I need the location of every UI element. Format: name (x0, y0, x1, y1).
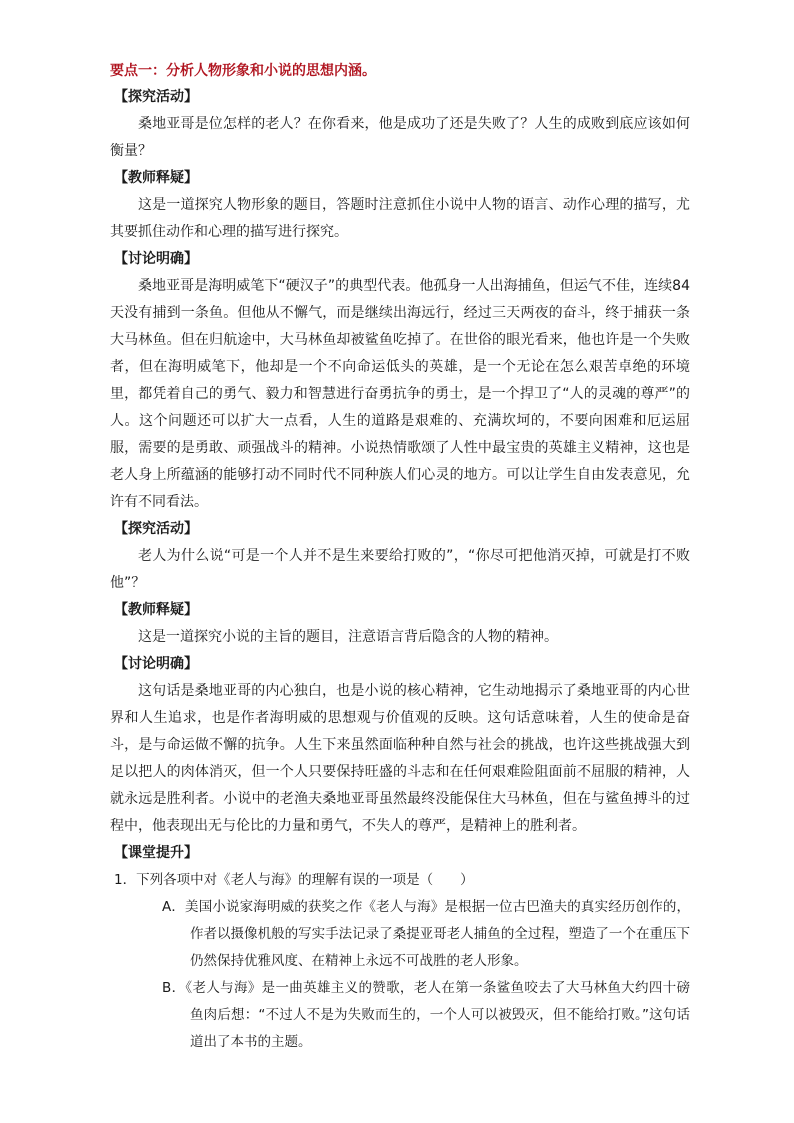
section-text: 桑地亚哥是海明威笔下“硬汉子”的典型代表。他孤身一人出海捕鱼，但运气不佳，连续84天没有捕到一条鱼。但他从不懈气，而是继续出海远行，经过三天两夜的奋斗，终于捕获一条大马林鱼。但在归航途中，大马林鱼却被鲨鱼吃掉了。在世俗的眼光看来，他也许是一个失败者，但在海明威笔下，他却是一个不向命运低头的英雄，是一个无论在怎么艰苦卓绝的环境里，都凭着自己的勇气、毅力和智慧进行奋勇抗争的勇士，是一个捍卫了“人的灵魂的尊严”的人。这个问题还可以扩大一点看，人生的道路是艰难的、充满坎坷的，不要向困难和厄运屈服，需要的是勇敢、顽强战斗的精神。小说热情歌颂了人性中最宝贵的英雄主义精神，这也是老人身上所蕴涵的能够打动不同时代不同种族人们心灵的地方。可以让学生自由发表意见，允许有不同看法。 (110, 278, 690, 510)
document-content (110, 58, 690, 1056)
section-text: 桑地亚哥是位怎样的老人？在你看来，他是成功了还是失败了？人生的成败到底应该如何衡量？ (110, 116, 690, 159)
section-block (110, 165, 690, 246)
practice-block (110, 840, 690, 1056)
section-block (110, 246, 690, 516)
section-text: 这是一道探究小说的主旨的题目，注意语言背后隐含的人物的精神。 (138, 629, 558, 645)
section-block (110, 597, 690, 651)
section-label: 【讨论明确】 (114, 656, 198, 672)
section-block (110, 84, 690, 165)
question-stem: 1．下列各项中对《老人与海》的理解有误的一项是（ ） (114, 872, 474, 888)
option-a: A．美国小说家海明威的获奖之作《老人与海》是根据一位古巴渔夫的真实经历创作的，作者以摄像机般的写实手法记录了桑提亚哥老人捕鱼的全过程，塑造了一个在重压下仍然保持优雅风度、在精神上永远不可战胜的老人形象。 (162, 899, 690, 969)
section-block (110, 651, 690, 840)
section-text: 这句话是桑地亚哥的内心独白，也是小说的核心精神，它生动地揭示了桑地亚哥的内心世界和人生追求，也是作者海明威的思想观与价值观的反映。这句话意味着，人生的使命是奋斗，是与命运做不懈的抗争。人生下来虽然面临种种自然与社会的挑战，也许这些挑战强大到足以把人的肉体消灭，但一个人只要保持旺盛的斗志和在任何艰难险阻面前不屈服的精神，人就永远是胜利者。小说中的老渔夫桑地亚哥虽然最终没能保住大马林鱼，但在与鲨鱼搏斗的过程中，他表现出无与伦比的力量和勇气，不失人的尊严，是精神上的胜利者。 (110, 683, 690, 834)
practice-label: 【课堂提升】 (114, 845, 198, 861)
key-point-heading: 要点一：分析人物形象和小说的思想内涵。 (110, 63, 376, 79)
section-text: 这是一道探究人物形象的题目，答题时注意抓住小说中人物的语言、动作心理的描写，尤其要抓住动作和心理的描写进行探究。 (110, 197, 690, 240)
option-b: B．《老人与海》是一曲英雄主义的赞歌，老人在第一条鲨鱼咬去了大马林鱼大约四十磅鱼肉后想：“不过人不是为失败而生的，一个人可以被毁灭，但不能给打败。”这句话道出了本书的主题。 (162, 980, 690, 1050)
section-label: 【教师释疑】 (114, 170, 198, 186)
section-label: 【教师释疑】 (114, 602, 198, 618)
section-text: 老人为什么说“可是一个人并不是生来要给打败的”，“你尽可把他消灭掉，可就是打不败他”？ (110, 548, 690, 591)
section-label: 【探究活动】 (114, 89, 198, 105)
section-block (110, 516, 690, 597)
section-label: 【探究活动】 (114, 521, 198, 537)
section-label: 【讨论明确】 (114, 251, 198, 267)
